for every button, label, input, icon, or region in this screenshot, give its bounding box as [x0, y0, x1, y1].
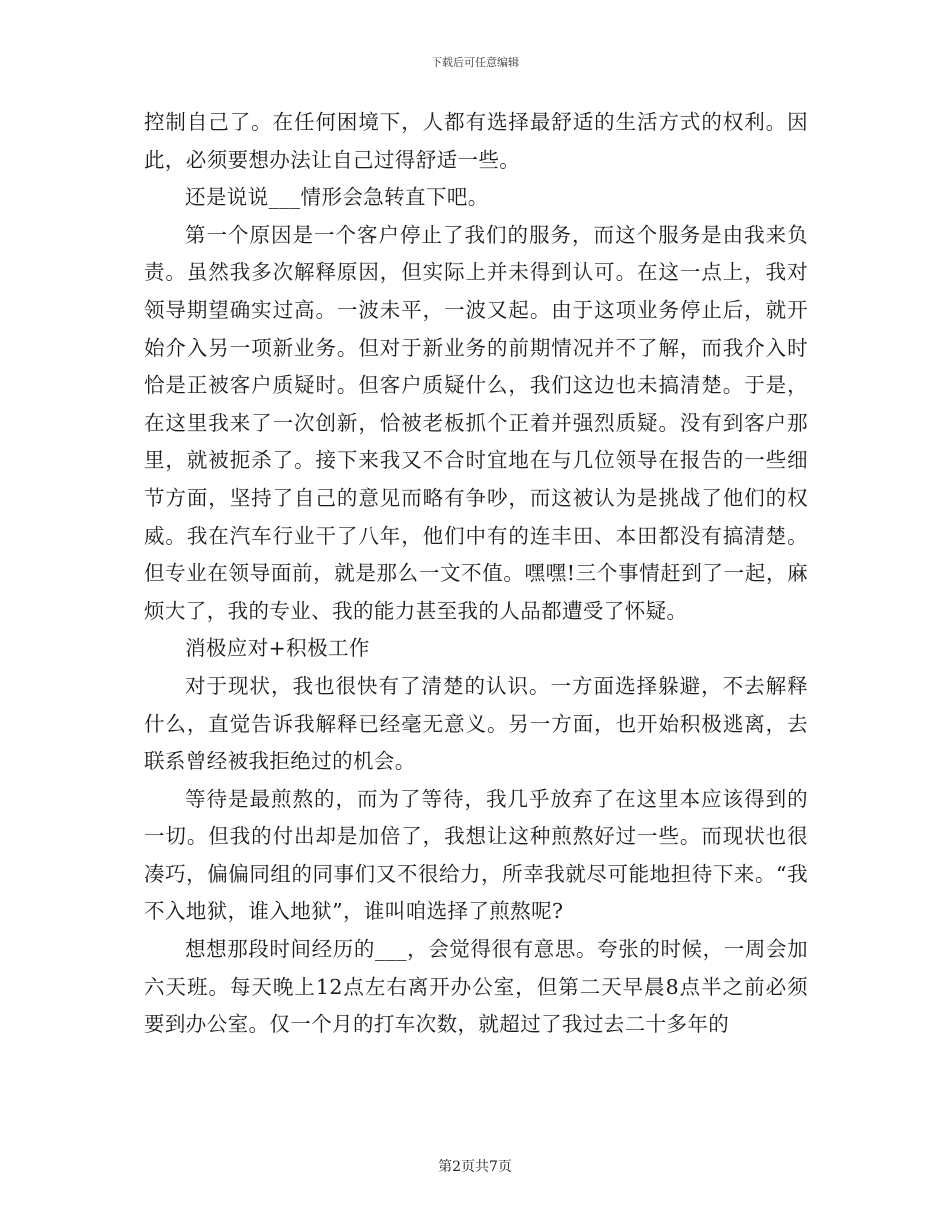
document-body	[144, 104, 808, 1044]
paragraph-4: 对于现状，我也很快有了清楚的认识。一方面选择躲避，不去解释什么，直觉告诉我解释已经毫无意义。另一方面，也开始积极逃离，去联系曾经被我拒绝过的机会。	[144, 673, 808, 774]
paragraph-5: 等待是最煎熬的，而为了等待，我几乎放弃了在这里本应该得到的一切。但我的付出却是加倍了，我想让这种煎熬好过一些。而现状也很凑巧，偏偏同组的同事们又不很给力，所幸我就尽可能地担待下来。“我不入地狱，谁入地狱”，谁叫咱选择了煎熬呢?	[144, 786, 808, 924]
paragraph-3: 第一个原因是一个客户停止了我们的服务，而这个服务是由我来负责。虽然我多次解释原因，但实际上并未得到认可。在这一点上，我对领导期望确实过高。一波未平，一波又起。由于这项业务停止后，就开始介入另一项新业务。但对于新业务的前期情况并不了解，而我介入时恰是正被客户质疑时。但客户质疑什么，我们这边也未搞清楚。于是，在这里我来了一次创新，恰被老板抓个正着并强烈质疑。没有到客户那里，就被扼杀了。接下来我又不合时宜地在与几位领导在报告的一些细节方面，坚持了自己的意见而略有争吵，而这被认为是挑战了他们的权威。我在汽车行业干了八年，他们中有的连丰田、本田都没有搞清楚。但专业在领导面前，就是那么一文不值。嘿嘿!三个事情赶到了一起，麻烦大了，我的专业、我的能力甚至我的人品都遭受了怀疑。	[144, 222, 808, 623]
paragraph-2: 还是说说___情形会急转直下吧。	[185, 185, 489, 210]
paragraph-6: 想想那段时间经历的___，会觉得很有意思。夸张的时候，一周会加六天班。每天晚上12点左右离开办公室，但第二天早晨8点半之前必须要到办公室。仅一个月的打车次数，就超过了我过去二十多年的	[144, 937, 808, 1037]
page-header-note: 下载后可任意编辑	[431, 56, 519, 69]
paragraph-1: 控制自己了。在任何困境下，人都有选择最舒适的生活方式的权利。因此，必须要想办法让自己过得舒适一些。	[144, 110, 808, 172]
page-number: 第2页共7页	[438, 1159, 512, 1175]
section-heading: 消极应对+积极工作	[185, 636, 370, 661]
